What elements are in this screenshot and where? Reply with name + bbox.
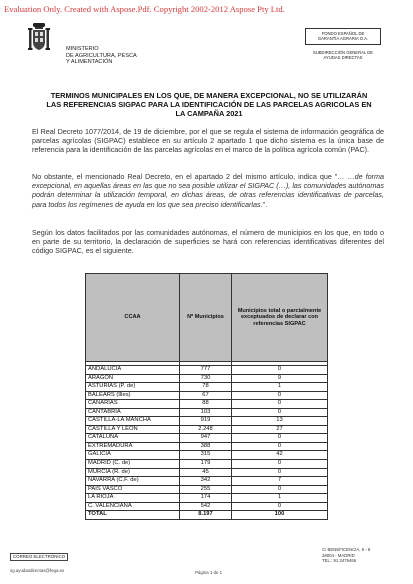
fega-line: GARANTÍA AGRARIA O.A. bbox=[317, 36, 369, 42]
paragraph-excepcion-end: ". bbox=[262, 199, 268, 209]
cell-ccaa: CASTILLA Y LEÓN bbox=[86, 425, 180, 434]
table-row bbox=[86, 383, 328, 392]
cell-sigpac: 0 bbox=[232, 408, 328, 417]
table-row bbox=[86, 468, 328, 477]
cell-sigpac: 0 bbox=[232, 366, 328, 375]
cell-ccaa: CATALUÑA bbox=[86, 434, 180, 443]
cell-ccaa: ANDALUCIA bbox=[86, 366, 180, 375]
cell-municipios: 730 bbox=[180, 374, 232, 383]
fega-box bbox=[305, 28, 381, 45]
cell-sigpac: 0 bbox=[232, 442, 328, 451]
cell-ccaa: NAVARRA (C.F. de) bbox=[86, 477, 180, 486]
cell-municipios: 542 bbox=[180, 502, 232, 511]
cell-sigpac: 0 bbox=[232, 460, 328, 469]
ministry-line: Y ALIMENTACIÓN bbox=[66, 59, 113, 66]
cell-ccaa: ASTURIAS (P. de) bbox=[86, 383, 180, 392]
ministry-name bbox=[66, 46, 137, 66]
cell-sigpac: 0 bbox=[232, 485, 328, 494]
cell-ccaa: BALEARS (Illes) bbox=[86, 391, 180, 400]
cell-total-sigpac: 100 bbox=[232, 511, 328, 520]
table-row bbox=[86, 374, 328, 383]
table-row bbox=[86, 417, 328, 426]
table-row bbox=[86, 366, 328, 375]
cell-sigpac: 0 bbox=[232, 468, 328, 477]
cell-ccaa: EXTREMADURA bbox=[86, 442, 180, 451]
cell-municipios: 45 bbox=[180, 468, 232, 477]
table-body bbox=[86, 362, 328, 520]
cell-municipios: 174 bbox=[180, 494, 232, 503]
header-municipios: Nº Municipios bbox=[180, 274, 232, 362]
cell-sigpac: 1 bbox=[232, 383, 328, 392]
header-ccaa: CCAA bbox=[86, 274, 180, 362]
address-line: TEL.: 91 3476466 bbox=[322, 558, 357, 564]
cell-sigpac: 1 bbox=[232, 494, 328, 503]
cell-ccaa: LA RIOJA bbox=[86, 494, 180, 503]
fega-line: FONDO ESPAÑOL DE bbox=[321, 31, 365, 36]
cell-municipios: 919 bbox=[180, 417, 232, 426]
table-row bbox=[86, 451, 328, 460]
cell-ccaa: ARAGÓN bbox=[86, 374, 180, 383]
correo-electronico-label: CORREO ELECTRÓNICO bbox=[10, 553, 68, 561]
cell-sigpac: 13 bbox=[232, 417, 328, 426]
cell-ccaa: CANARIAS bbox=[86, 400, 180, 409]
page-number: Página 1 de 1 bbox=[195, 570, 223, 575]
municipios-table bbox=[85, 273, 328, 520]
cell-sigpac: 0 bbox=[232, 400, 328, 409]
cell-total-municipios: 8.197 bbox=[180, 511, 232, 520]
table-row bbox=[86, 460, 328, 469]
cell-municipios: 947 bbox=[180, 434, 232, 443]
table-total-row bbox=[86, 511, 328, 520]
paragraph-excepcion bbox=[32, 172, 384, 209]
table-row bbox=[86, 442, 328, 451]
cell-sigpac: 7 bbox=[232, 477, 328, 486]
cell-municipios: 88 bbox=[180, 400, 232, 409]
table-header-row bbox=[86, 274, 328, 362]
cell-municipios: 255 bbox=[180, 485, 232, 494]
subdireccion-line: SUBDIRECCIÓN GENERAL DE bbox=[312, 50, 374, 55]
paragraph-excepcion-quote: … …de forma excepcional, en aquellas áreas en las que no sea posible utilizar el SIGPAC (…), las comunidades autónomas podrán determinar la utilización temporal, en dichas áreas, de otras referencias identificativas de parcelas, para todos los regímenes de ayuda en los que sea preciso identificarlas. bbox=[32, 172, 384, 209]
cell-municipios: 67 bbox=[180, 391, 232, 400]
table-row bbox=[86, 502, 328, 511]
table-row bbox=[86, 391, 328, 400]
cell-municipios: 342 bbox=[180, 477, 232, 486]
table-row bbox=[86, 485, 328, 494]
cell-ccaa: MURCIA (R. de) bbox=[86, 468, 180, 477]
cell-sigpac: 0 bbox=[232, 502, 328, 511]
document-title: TERMINOS MUNICIPALES EN LOS QUE, DE MANERA EXCEPCIONAL, NO SE UTILIZARÁN LAS REFERENCIAS SIGPAC PARA LA IDENTIFICACIÓN DE LAS PARCELAS AGRICOLAS EN LA CAMPAÑA 2021 bbox=[46, 91, 372, 119]
subdireccion-line: AYUDAS DIRECTAS bbox=[323, 55, 363, 61]
cell-ccaa: GALICIA bbox=[86, 451, 180, 460]
cell-sigpac: 9 bbox=[232, 374, 328, 383]
cell-sigpac: 0 bbox=[232, 391, 328, 400]
header-sigpac: Municipios total o parcialmente exceptuados de declarar con referencias SIGPAC bbox=[232, 274, 328, 362]
cell-municipios: 315 bbox=[180, 451, 232, 460]
table-row bbox=[86, 400, 328, 409]
ministry-line: DE AGRICULTURA, PESCA bbox=[66, 52, 137, 59]
cell-municipios: 103 bbox=[180, 408, 232, 417]
watermark-text: Evaluation Only. Created with Aspose.Pdf. Copyright 2002-2012 Aspose Pty Ltd. bbox=[4, 4, 285, 14]
paragraph-datos: Según los datos facilitados por las comunidades autónomas, el número de municipios en los que, en todo o en parte de su territorio, la declaración de superficies se hará con referencias identificativas diferentes del código SIGPAC, es el siguiente. bbox=[32, 228, 384, 256]
cell-ccaa: CASTILLA-LA MANCHA bbox=[86, 417, 180, 426]
address-line: 28004 - MADRID bbox=[322, 552, 355, 558]
cell-ccaa: CANTABRIA bbox=[86, 408, 180, 417]
cell-municipios: 2.248 bbox=[180, 425, 232, 434]
contact-email[interactable]: sg.ayudasdirectas@fega.es bbox=[10, 568, 65, 573]
address-line: C/ BENEFICENCIA, 8 - 8 bbox=[322, 547, 371, 552]
table-row bbox=[86, 408, 328, 417]
cell-ccaa: PAIS VASCO bbox=[86, 485, 180, 494]
table-row bbox=[86, 425, 328, 434]
cell-ccaa: C. VALENCIANA bbox=[86, 502, 180, 511]
table-row bbox=[86, 494, 328, 503]
cell-municipios: 78 bbox=[180, 383, 232, 392]
cell-municipios: 777 bbox=[180, 366, 232, 375]
cell-ccaa: MADRID (C. de) bbox=[86, 460, 180, 469]
paragraph-excepcion-start: No obstante, el mencionado Real Decreto, en el apartado 2 del mismo artículo, indica que " bbox=[32, 172, 338, 181]
table-row bbox=[86, 434, 328, 443]
table-row bbox=[86, 477, 328, 486]
cell-municipios: 179 bbox=[180, 460, 232, 469]
ministry-line: MINISTERIO bbox=[66, 46, 99, 52]
cell-sigpac: 0 bbox=[232, 434, 328, 443]
cell-sigpac: 27 bbox=[232, 425, 328, 434]
paragraph-real-decreto: El Real Decreto 1077/2014, de 19 de diciembre, por el que se regula el sistema de información geográfica de parcelas agrícolas (SIGPAC) establece en su artículo 2 apartado 1 que dicho sistema es la única base de referencia para la identificación de las parcelas agrícolas en el marco de la política agrícola común (PAC). bbox=[32, 127, 384, 155]
cell-total-label: TOTAL bbox=[86, 511, 180, 520]
coat-of-arms-icon bbox=[28, 22, 50, 54]
postal-address bbox=[322, 547, 370, 564]
cell-sigpac: 42 bbox=[232, 451, 328, 460]
subdireccion-name bbox=[305, 50, 381, 60]
cell-municipios: 388 bbox=[180, 442, 232, 451]
